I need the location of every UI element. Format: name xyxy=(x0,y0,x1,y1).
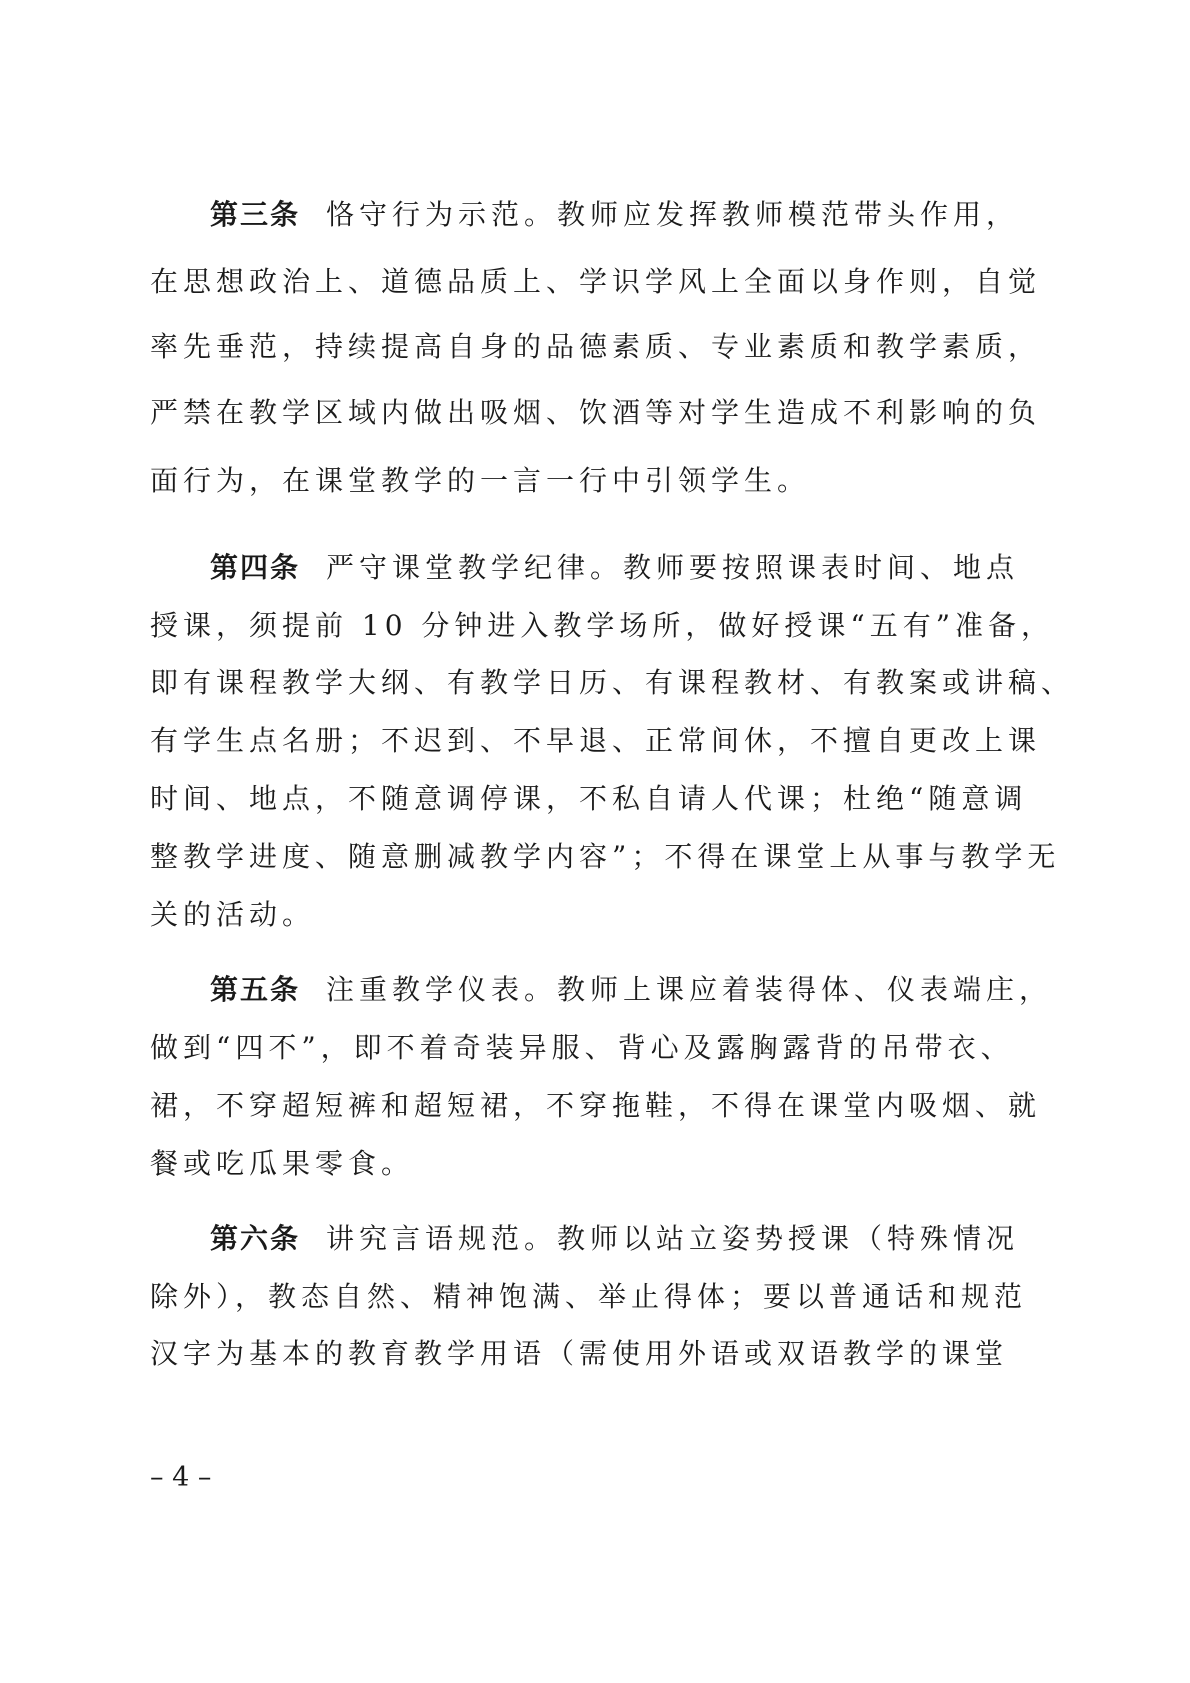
article-5-line-4: 餐或吃瓜果零食。 xyxy=(150,1147,415,1180)
page-number: – 4 – xyxy=(150,1462,212,1493)
article-3-line-2: 在思想政治上、道德品质上、学识学风上全面以身作则，自觉 xyxy=(150,265,1042,298)
article-3-heading: 第三条 xyxy=(210,198,301,231)
article-5-line-1: 第五条 注重教学仪表。教师上课应着装得体、仪表端庄， xyxy=(210,973,1053,1006)
article-3-line-4: 严禁在教学区域内做出吸烟、饮酒等对学生造成不利影响的负 xyxy=(150,396,1042,429)
article-6-line-1: 第六条 讲究言语规范。教师以站立姿势授课（特殊情况 xyxy=(210,1222,1020,1255)
article-4-line-1: 第四条 严守课堂教学纪律。教师要按照课表时间、地点 xyxy=(210,551,1020,584)
article-6-line-2: 除外），教态自然、精神饱满、举止得体；要以普通话和规范 xyxy=(150,1280,1028,1313)
article-4-line-7: 关的活动。 xyxy=(150,898,316,931)
article-5-line-3: 裙，不穿超短裤和超短裙，不穿拖鞋，不得在课堂内吸烟、就 xyxy=(150,1089,1042,1122)
article-4-line-6: 整教学进度、随意删减教学内容”；不得在课堂上从事与教学无 xyxy=(150,840,1061,873)
article-3-line-3: 率先垂范，持续提高自身的品德素质、专业素质和教学素质， xyxy=(150,330,1042,363)
article-4-line-4: 有学生点名册；不迟到、不早退、正常间休，不擅自更改上课 xyxy=(150,724,1042,757)
article-4-line-2: 授课，须提前 10 分钟进入教学场所，做好授课“五有”准备， xyxy=(150,609,1055,642)
article-5-heading: 第五条 xyxy=(210,973,301,1006)
article-3-line-5: 面行为，在课堂教学的一言一行中引领学生。 xyxy=(150,464,811,497)
article-4-line-3: 即有课程教学大纲、有教学日历、有课程教材、有教案或讲稿、 xyxy=(150,666,1075,699)
article-3-line-1: 第三条 恪守行为示范。教师应发挥教师模范带头作用， xyxy=(210,198,1020,231)
article-4-line-5: 时间、地点，不随意调停课，不私自请人代课；杜绝“随意调 xyxy=(150,782,1028,815)
article-4-heading: 第四条 xyxy=(210,551,301,584)
article-6-line-3: 汉字为基本的教育教学用语（需使用外语或双语教学的课堂 xyxy=(150,1337,1009,1370)
article-5-line-2: 做到“四不”，即不着奇装异服、背心及露胸露背的吊带衣、 xyxy=(150,1031,1014,1064)
article-6-heading: 第六条 xyxy=(210,1222,301,1255)
